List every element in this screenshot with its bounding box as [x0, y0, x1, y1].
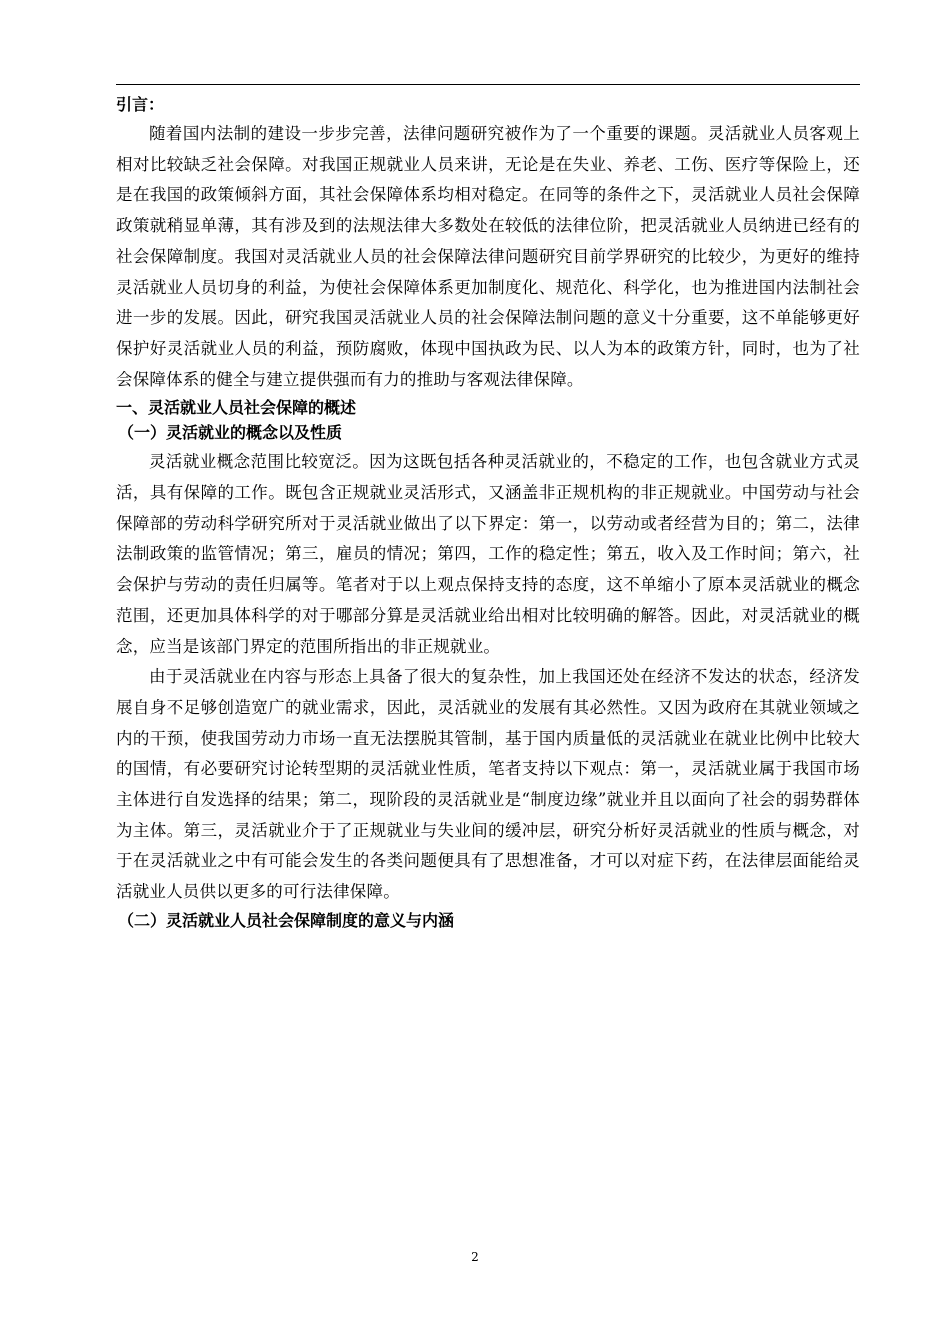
intro-heading: 引言： — [116, 95, 165, 114]
subsection1-paragraph1: 灵活就业概念范围比较宽泛。因为这既包括各种灵活就业的，不稳定的工作，也包含就业方式灵活，具有保障的工作。既包含正规就业灵活形式，又涵盖非正规机构的非正规就业。中国劳动与社会保障部的劳动科学研究所对于灵活就业做出了以下界定：第一，以劳动或者经营为目的；第二，法律法制政策的监管情况；第三，雇员的情况；第四，工作的稳定性；第五，收入及工作时间；第六，社会保护与劳动的责任归属等。笔者对于以上观点保持支持的态度，这不单缩小了原本灵活就业的概念范围，还更加具体科学的对于哪部分算是灵活就业给出相对比较明确的解答。因此，对灵活就业的概念，应当是该部门界定的范围所指出的非正规就业。 — [116, 452, 860, 656]
intro-paragraph: 随着国内法制的建设一步步完善，法律问题研究被作为了一个重要的课题。灵活就业人员客观上相对比较缺乏社会保障。对我国正规就业人员来讲，无论是在失业、养老、工伤、医疗等保险上，还是在我国的政策倾斜方面，其社会保障体系均相对稳定。在同等的条件之下，灵活就业人员社会保障政策就稍显单薄，其有涉及到的法规法律大多数处在较低的法律位阶，把灵活就业人员纳进已经有的社会保障制度。我国对灵活就业人员的社会保障法律问题研究目前学界研究的比较少，为更好的维持灵活就业人员切身的利益，为使社会保障体系更加制度化、规范化、科学化，也为推进国内法制社会进一步的发展。因此，研究我国灵活就业人员的社会保障法制问题的意义十分重要，这不单能够更好保护好灵活就业人员的利益，预防腐败，体现中国执政为民、以人为本的政策方针，同时，也为了社会保障体系的健全与建立提供强而有力的推助与客观法律保障。 — [116, 124, 860, 389]
subsection2-heading: （二）灵活就业人员社会保障制度的意义与内涵 — [118, 910, 455, 930]
section1-heading: 一、灵活就业人员社会保障的概述 — [116, 398, 357, 418]
subsection1-paragraph2: 由于灵活就业在内容与形态上具备了很大的复杂性，加上我国还处在经济不发达的状态，经济发展自身不足够创造宽广的就业需求，因此，灵活就业的发展有其必然性。又因为政府在其就业领域之内的干预，使我国劳动力市场一直无法摆脱其管制，基于国内质量低的灵活就业在就业比例中比较大的国情，有必要研究讨论转型期的灵活就业性质，笔者支持以下观点：第一，灵活就业属于我国市场主体进行自发选择的结果；第二，现阶段的灵活就业是“制度边缘”就业并且以面向了社会的弱势群体为主体。第三，灵活就业介于了正规就业与失业间的缓冲层，研究分析好灵活就业的性质与概念，对于在灵活就业之中有可能会发生的各类问题便具有了思想准备，才可以对症下药，在法律层面能给灵活就业人员供以更多的可行法律保障。 — [116, 667, 860, 902]
subsection1-heading: （一）灵活就业的概念以及性质 — [118, 423, 343, 443]
header-rule — [116, 84, 860, 85]
page-number: 2 — [471, 1250, 479, 1264]
page-body — [116, 92, 860, 935]
